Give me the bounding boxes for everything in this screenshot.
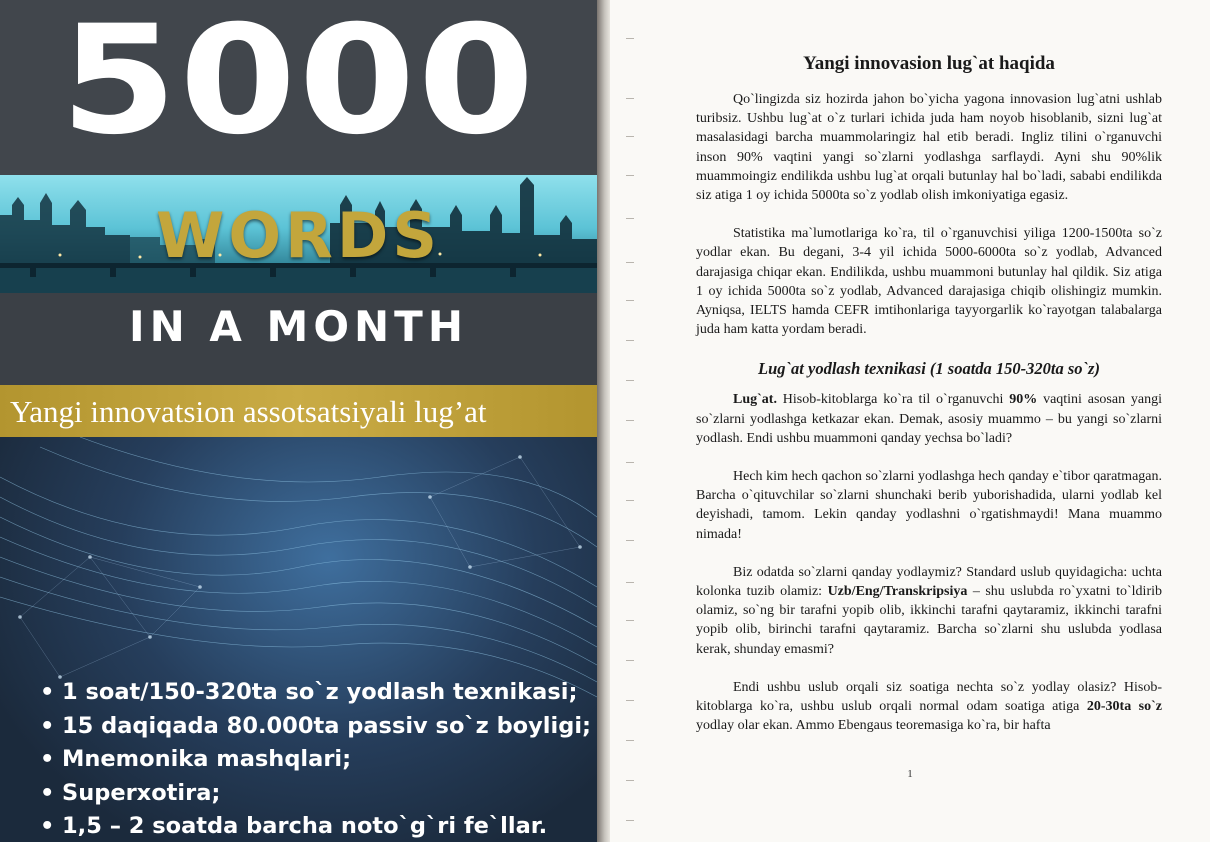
page-title: Yangi innovasion lug`at haqida [803,53,1055,74]
cover-number: 5000 [60,0,537,168]
document-page [610,0,1210,842]
page-content [696,50,1162,754]
feature-list [40,676,591,842]
bullet-icon: • [40,712,55,739]
feature-item: • Mnemonika mashqlari; [40,743,591,777]
paragraph: Hech kim hech qachon so`zlarni yodlashga hech qanday e`tibor qaratmagan. Barcha o`qituvchilar so`zlarni shunchaki berib yuborishadida, ularni yodlab kel deyishadi, tamom. Lekin qanday yodlashni o`rgatishmaydi! Mana muammo nimada! [696,469,1162,542]
cover-in-a-month: IN A MONTH [129,302,468,351]
section-title: Lug`at yodlash texnikasi (1 soatda 150-320ta so`z) [758,359,1100,379]
bullet-icon: • [40,746,55,772]
bullet-icon: • [40,813,55,839]
cover-subtitle: Yangi innovatsion assotsatsiyali lug’at [10,394,487,429]
feature-item: • 1 soat/150-320ta so`z yodlash texnikasi; [40,676,591,710]
page-number: 1 [907,768,913,780]
paragraph: Qo`lingizda siz hozirda jahon bo`yicha yagona innovasion lug`atni ushlab turibsiz. Ushbu lug`at o`z turlari ichida juda ham noyob hisoblanib, sizni lug`at masalasidagi barcha muammolaringiz hal etib beradi. Ingliz tilini o`rganuvchi inson 90% vaqtini yangi so`zlarni yodlashga sarflaydi. Ayni shu 90%lik muammoingiz endilikda ushbu lug`at orqali butunlay hal bo`ladi, sababi endilikda siz atiga 1 oy ichida 5000ta so`z yodlab olish imkoniyatiga egasiz. [696,92,1162,204]
margin-marks [626,0,636,842]
book-gutter [597,0,610,842]
book-cover [0,0,597,842]
feature-item: • 1,5 – 2 soatda barcha noto`g`ri fe`llar. [40,810,591,842]
bullet-icon: • [40,679,55,705]
paragraph: Statistika ma`lumotlariga ko`ra, til o`rganuvchisi yiliga 1200-1500ta so`z yodlar ekan. Bu degani, 3-4 yil ichida 5000-6000ta so`z yodlab, Advanced darajasiga chiqar ekan. Endilikda, ushbu muammoni butunlay hal qildik. Siz atiga 1 oy ichida 5000ta so`z yodlab, Advanced darajasiga chiqib olishingiz mumkin. Ayniqsa, IELTS hamda CEFR imtihonlariga tayyorgarlik ko`rayotgan talabalarga juda ham katta yordam beradi. [696,226,1162,338]
cover-words-title: WORDS [156,199,441,272]
feature-item: • Superxotira; [40,777,591,811]
paragraph: Lug`at. Hisob-kitoblarga ko`ra til o`rganuvchi 90% vaqtini asosan yangi so`zlarni yodlashga ketkazar ekan. Demak, asosiy muammo – bu yangi so`zlarni yodlash. Endi ushbu muammoni qanday yechsa bo`ladi? [696,392,1163,446]
bullet-icon: • [40,779,55,806]
paragraph: Biz odatda so`zlarni qanday yodlaymiz? Standard uslub quyidagicha: uchta kolonka tuzib olamiz: Uzb/Eng/Transkripsiya – shu uslubda ro`yxatni to`ldirib olamiz, so`ng bir tarafni yopib olib, ikkinchi tarafni qaytaramiz, ikkinchi tarafni yopib olib, birinchi tarafni qaytaramiz. Barcha so`zlarni shu uslubda yodlasa kerak, shunday emasmi? [696,564,1162,657]
feature-item: • 15 daqiqada 80.000ta passiv so`z boyligi; [40,710,591,744]
paragraph: Endi ushbu uslub orqali siz soatiga nechta so`z yodlay olasiz? Hisob-kitoblarga ko`ra, ushbu uslub orqali normal odam soatiga atiga 20-30ta so`z yodlay olar ekan. Ammo Ebengaus teoremasiga ko`ra, bir hafta [696,679,1162,734]
